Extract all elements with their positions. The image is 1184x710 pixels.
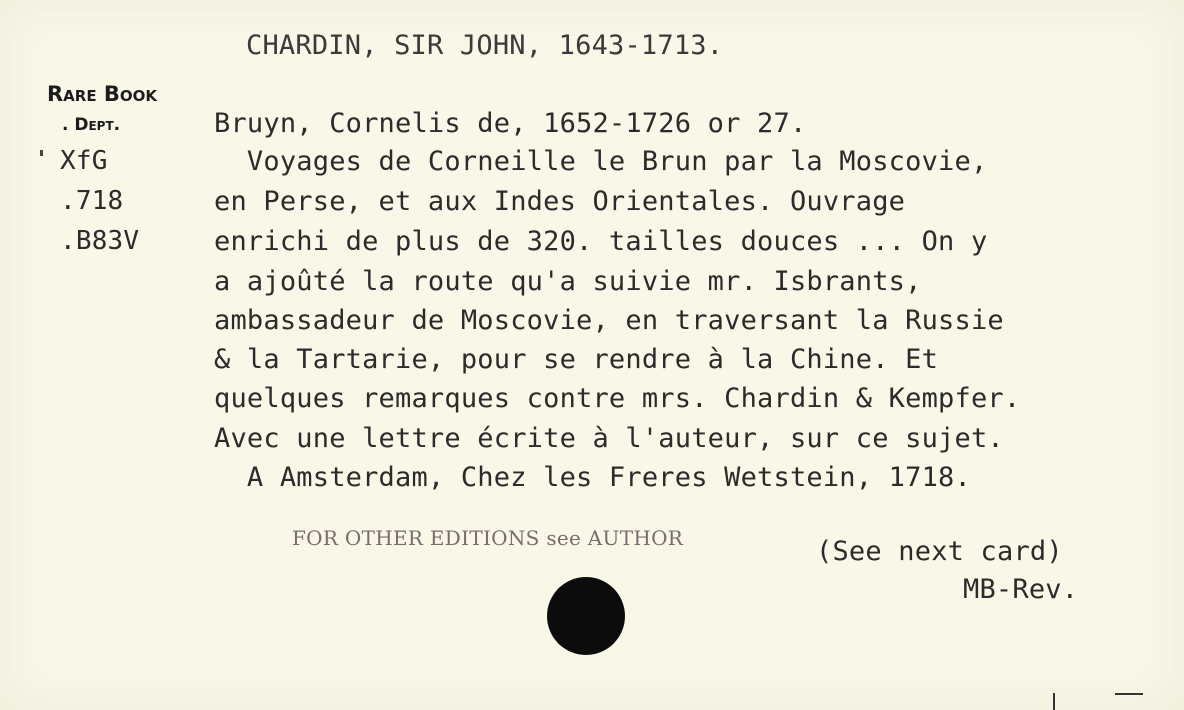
card-punch-hole bbox=[547, 577, 625, 655]
title-line-7: quelques remarques contre mrs. Chardin & Kempfer. bbox=[214, 383, 1021, 414]
title-line-5: ambassadeur de Moscovie, en traversant la Russie bbox=[214, 305, 1004, 336]
see-next-card-note: (See next card) bbox=[816, 536, 1063, 567]
card-edge-mark bbox=[1053, 693, 1145, 710]
call-number-line-3: .B83V bbox=[60, 226, 140, 256]
title-line-1: Voyages de Corneille le Brun par la Moscovie, bbox=[214, 146, 988, 177]
subject-heading: CHARDIN, SIR JOHN, 1643-1713. bbox=[246, 30, 724, 61]
title-line-3: enrichi de plus de 320. tailles douces ... On y bbox=[214, 226, 988, 257]
department-label-line-1: Rare Book bbox=[47, 82, 158, 106]
other-editions-stamp: FOR OTHER EDITIONS see AUTHOR bbox=[292, 526, 684, 550]
title-line-6: & la Tartarie, pour se rendre à la Chine. Et bbox=[214, 344, 939, 375]
imprint-line: A Amsterdam, Chez les Freres Wetstein, 1718. bbox=[214, 462, 971, 493]
main-entry-author: Bruyn, Cornelis de, 1652-1726 or 27. bbox=[214, 108, 807, 139]
ink-mark bbox=[40, 150, 43, 156]
call-number-line-1: XfG bbox=[60, 146, 108, 176]
department-label-line-2: . Dept. bbox=[62, 115, 121, 135]
title-line-4: a ajoûté la route qu'a suivie mr. Isbrants, bbox=[214, 266, 922, 297]
cataloger-code: MB-Rev. bbox=[963, 574, 1079, 605]
call-number-line-2: .718 bbox=[60, 186, 124, 216]
title-line-8: Avec une lettre écrite à l'auteur, sur ce sujet. bbox=[214, 423, 1004, 454]
title-line-2: en Perse, et aux Indes Orientales. Ouvrage bbox=[214, 186, 906, 217]
